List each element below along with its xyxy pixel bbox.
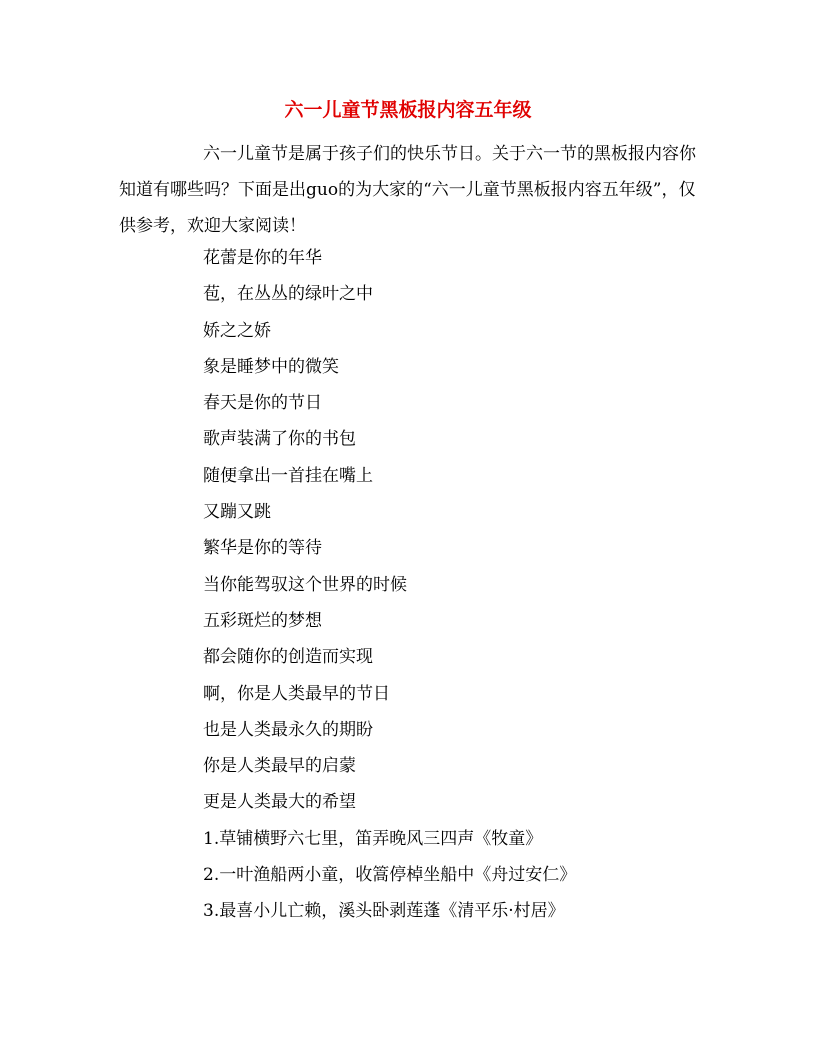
poem-lines xyxy=(203,240,763,930)
poem-line: 随便拿出一首挂在嘴上 xyxy=(203,465,373,486)
document-title: 六一儿童节黑板报内容五年级 xyxy=(284,99,532,121)
poem-line: 又蹦又跳 xyxy=(203,502,271,523)
poem-line: 2.一叶渔船两小童，收篙停棹坐船中《舟过安仁》 xyxy=(203,865,577,886)
poem-line: 更是人类最大的希望 xyxy=(203,792,356,813)
poem-line: 歌声装满了你的书包 xyxy=(203,429,356,450)
poem-line: 1.草铺横野六七里，笛弄晚风三四声《牧童》 xyxy=(203,828,543,849)
poem-line: 你是人类最早的启蒙 xyxy=(203,756,356,777)
poem-line: 3.最喜小儿亡赖，溪头卧剥莲蓬《清平乐·村居》 xyxy=(203,901,565,922)
intro-paragraph: 六一儿童节是属于孩子们的快乐节日。关于六一节的黑板报内容你知道有哪些吗？下面是出guo的为大家的“六一儿童节黑板报内容五年级”，仅供参考，欢迎大家阅读！ xyxy=(119,144,696,236)
poem-line: 娇之之娇 xyxy=(203,320,271,341)
poem-line: 繁华是你的等待 xyxy=(203,538,322,559)
poem-line: 苞，在丛丛的绿叶之中 xyxy=(203,284,373,305)
poem-line: 啊，你是人类最早的节日 xyxy=(203,683,390,704)
poem-line: 象是睡梦中的微笑 xyxy=(203,356,339,377)
poem-line: 都会随你的创造而实现 xyxy=(203,647,373,668)
poem-line: 也是人类最永久的期盼 xyxy=(203,719,373,740)
poem-line: 春天是你的节日 xyxy=(203,393,322,414)
poem-line: 五彩斑烂的梦想 xyxy=(203,610,322,631)
poem-line: 花蕾是你的年华 xyxy=(203,248,322,268)
poem-line: 当你能驾驭这个世界的时候 xyxy=(203,574,407,595)
